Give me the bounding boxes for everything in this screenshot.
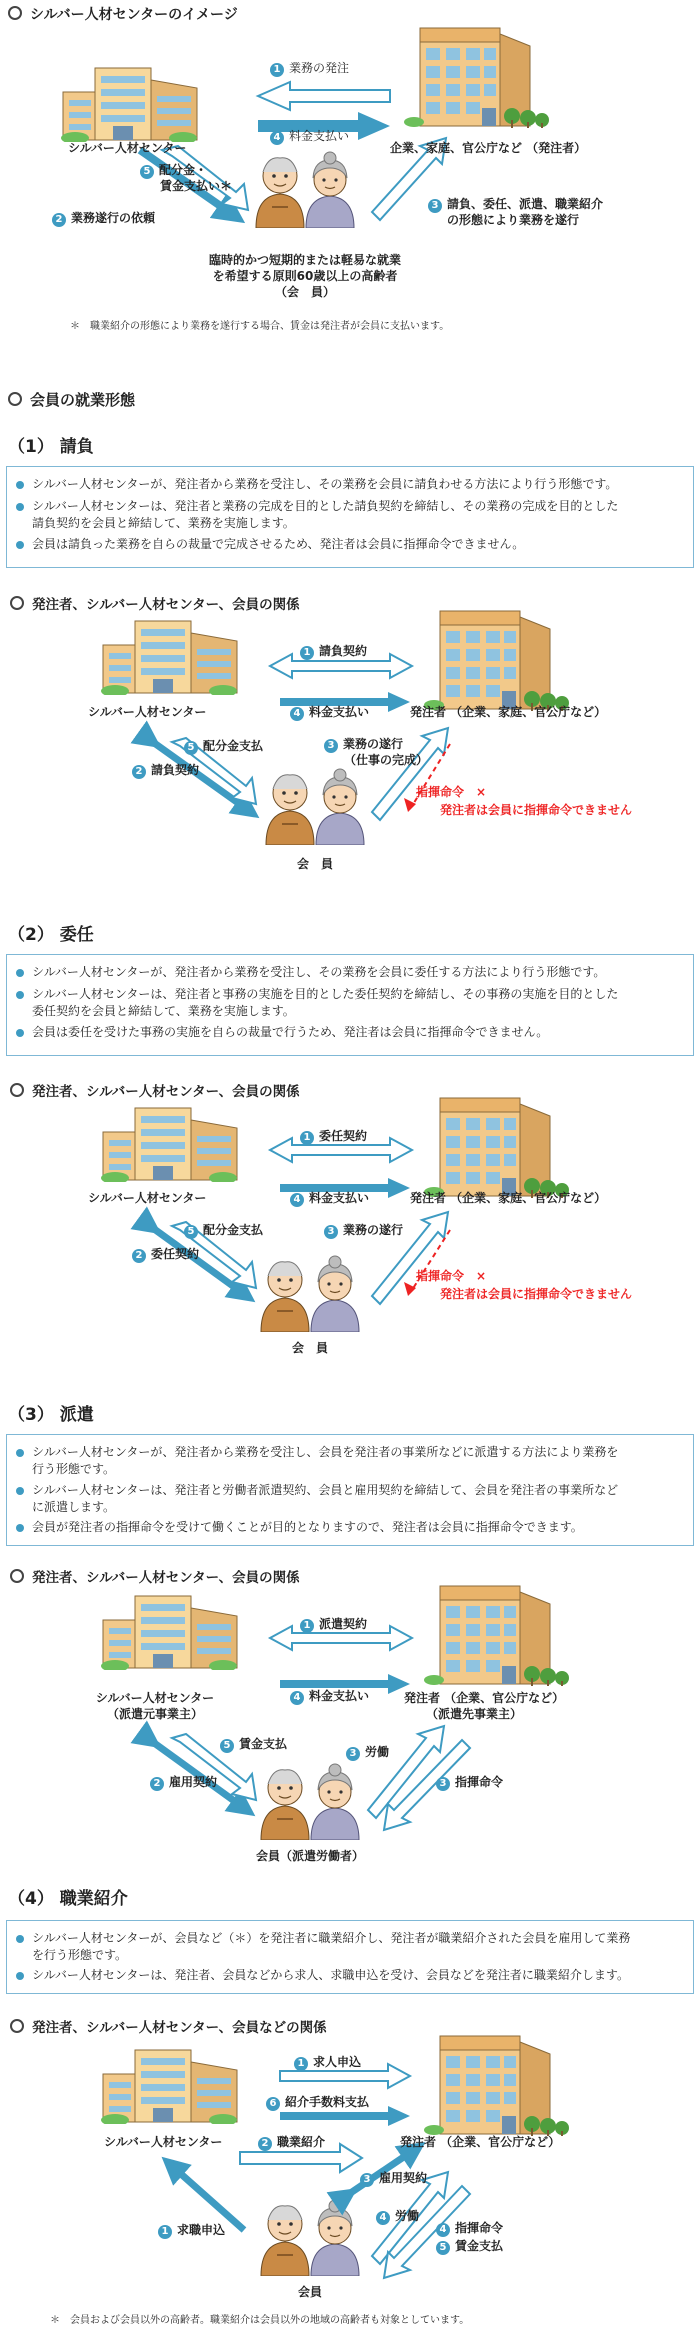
desc-inin-1: シルバー人材センターが、発注者から業務を受注し、その業務を会員に委任する方法により行う形態です。 bbox=[32, 965, 606, 979]
arrow-label-job-application: 1 求職申込 bbox=[158, 2222, 225, 2239]
section-heading-inin: （2） 委任 bbox=[8, 925, 94, 945]
center-label-sub: （派遣元事業主） bbox=[106, 1707, 203, 1721]
arrow-label-wage: 賃金支払い＊ bbox=[160, 179, 233, 193]
arrow-label-employment: 3 雇用契約 bbox=[360, 2170, 427, 2187]
footnote-shokai: ＊ 会員および会員以外の高齢者。職業紹介は会員以外の地域の高齢者も対象としています。 bbox=[50, 2315, 470, 2326]
section-heading-ukeoi: （1） 請負 bbox=[8, 437, 94, 457]
relation-title-haken: 発注者、シルバー人材センター、会員の関係 bbox=[10, 1566, 300, 1586]
arrow-label-labor: 3 労働 bbox=[346, 1744, 389, 1761]
arrow-label-referral: 2 職業紹介 bbox=[258, 2134, 325, 2151]
arrow-label-payment: 4 料金支払い bbox=[290, 1688, 369, 1705]
section-heading-shokai: （4） 職業紹介 bbox=[8, 1889, 128, 1909]
center-label: シルバー人材センター bbox=[88, 1191, 207, 1205]
member-label: 会 員 bbox=[296, 857, 333, 871]
desc-inin-3: 会員は委任を受けた事務の実施を自らの裁量で行うため、発注者は会員に指揮命令できません。 bbox=[32, 1025, 549, 1039]
center-label: シルバー人材センター bbox=[104, 2135, 223, 2149]
arrow-label-contract-1: 1 委任契約 bbox=[300, 1128, 367, 1145]
arrow-label-wage: 5 賃金支払 bbox=[436, 2238, 503, 2255]
center-label: シルバー人材センター bbox=[88, 705, 207, 719]
arrow-label-payment: 4 料金支払い bbox=[270, 128, 349, 145]
cross-icon: × bbox=[476, 1269, 487, 1283]
member-label: 会 員 bbox=[291, 1341, 328, 1355]
arrow-label-contract-2: 2 委任契約 bbox=[132, 1246, 199, 1263]
arrow-label-payment: 4 料金支払い bbox=[290, 1190, 369, 1207]
member-desc-1: 臨時的かつ短期的または軽易な就業 bbox=[208, 253, 401, 267]
desc-shokai-1b: を行う形態です。 bbox=[32, 1948, 128, 1962]
member-desc-3: （会 員） bbox=[274, 285, 335, 299]
desc-inin-2a: シルバー人材センターは、発注者と事務の実施を目的とした委任契約を締結し、その事務の実施を目的とした bbox=[32, 987, 619, 1001]
client-label-sub: （派遣先事業主） bbox=[426, 1707, 523, 1721]
footnote-image: ＊ 職業紹介の形態により業務を遂行する場合、賃金は発注者が会員に支払います。 bbox=[70, 321, 450, 332]
desc-haken-1b: 行う形態です。 bbox=[32, 1462, 116, 1476]
desc-haken-3: 会員が発注者の指揮命令を受けて働くことが目的となりますので、発注者は会員に指揮命令できます。 bbox=[32, 1520, 583, 1534]
desc-haken-1a: シルバー人材センターが、発注者から業務を受注し、会員を発注者の事業所などに派遣する方法により業務を bbox=[32, 1445, 619, 1459]
arrow-label-payment: 4 料金支払い bbox=[290, 704, 369, 721]
command-note: 発注者は会員に指揮命令できません bbox=[440, 1287, 633, 1301]
command-label: 指揮命令 × bbox=[416, 1269, 487, 1283]
arrow-label-command: 3 指揮命令 bbox=[436, 1774, 503, 1791]
arrow-label-wage: 5 賃金支払 bbox=[220, 1736, 287, 1753]
main-title: 会員の就業形態 bbox=[8, 390, 135, 410]
arrow-label-perform-1: 3 業務の遂行 bbox=[324, 736, 403, 753]
arrow-label-perform: 3 業務の遂行 bbox=[324, 1222, 403, 1239]
arrow-label-job-offer: 1 求人申込 bbox=[294, 2054, 361, 2071]
arrow-label-perform-1: 3 請負、委任、派遣、職業紹介 bbox=[428, 196, 603, 213]
command-note: 発注者は会員に指揮命令できません bbox=[440, 803, 633, 817]
desc-ukeoi-2a: シルバー人材センターは、発注者と業務の完成を目的とした請負契約を締結し、その業務の完成を目的とした bbox=[32, 499, 619, 513]
cross-icon: × bbox=[476, 785, 487, 799]
desc-haken-2b: に派遣します。 bbox=[32, 1500, 116, 1514]
member-label: 会員 bbox=[297, 2285, 322, 2299]
arrow-label-labor: 4 労働 bbox=[376, 2208, 419, 2225]
arrow-label-perform-2: （仕事の完成） bbox=[344, 753, 429, 767]
center-label: シルバー人材センター bbox=[95, 1691, 215, 1705]
member-label: 会員（派遣労働者） bbox=[255, 1849, 364, 1863]
section-title-image: シルバー人材センターのイメージ bbox=[8, 6, 238, 23]
command-label: 指揮命令 × bbox=[416, 785, 487, 799]
arrow-label-fee: 6 紹介手数料支払 bbox=[266, 2094, 369, 2111]
desc-haken-2a: シルバー人材センターは、発注者と労働者派遣契約、会員と雇用契約を締結して、会員を発注者の事業所など bbox=[32, 1483, 619, 1497]
section-heading-haken: （3） 派遣 bbox=[8, 1405, 94, 1425]
desc-ukeoi-2b: 請負契約を会員と締結して、業務を実施します。 bbox=[32, 516, 295, 530]
client-label: 発注者 （企業、家庭、官公庁など） bbox=[410, 1191, 607, 1205]
desc-shokai-2: シルバー人材センターは、発注者、会員などから求人、求職申込を受け、会員などを発注者に職業紹介します。 bbox=[32, 1968, 629, 1982]
desc-ukeoi-1: シルバー人材センターが、発注者から業務を受注し、その業務を会員に請負わせる方法により行う形態です。 bbox=[32, 477, 618, 491]
arrow-label-order: 1 業務の発注 bbox=[270, 60, 349, 77]
arrow-label-contract-2: 2 請負契約 bbox=[132, 762, 199, 779]
client-label: 企業、家庭、官公庁など （発注者） bbox=[390, 141, 587, 155]
arrow-label-contract-1: 1 請負契約 bbox=[300, 643, 367, 660]
arrow-label-request: 2 業務遂行の依頼 bbox=[52, 210, 155, 227]
center-label: シルバー人材センター bbox=[68, 141, 187, 155]
arrow-label-distribution: 5 配分金支払 bbox=[184, 738, 263, 755]
arrow-label-perform-2: の形態により業務を遂行 bbox=[447, 213, 580, 227]
relation-title-inin: 発注者、シルバー人材センター、会員の関係 bbox=[10, 1080, 300, 1100]
arrow-label-command: 4 指揮命令 bbox=[436, 2220, 503, 2237]
desc-ukeoi-3: 会員は請負った業務を自らの裁量で完成させるため、発注者は会員に指揮命令できません。 bbox=[32, 537, 525, 551]
client-label: 発注者 （企業、官公庁など） bbox=[404, 1691, 565, 1705]
relation-title-shokai: 発注者、シルバー人材センター、会員などの関係 bbox=[10, 2016, 327, 2036]
relation-title-ukeoi: 発注者、シルバー人材センター、会員の関係 bbox=[10, 593, 300, 613]
client-label: 発注者 （企業、家庭、官公庁など） bbox=[410, 705, 607, 719]
member-desc-2: を希望する原則60歳以上の高齢者 bbox=[212, 269, 398, 283]
client-label: 発注者 （企業、官公庁など） bbox=[400, 2135, 561, 2149]
arrow-label-distribution: 5 配分金・ bbox=[140, 162, 207, 179]
arrow-label-employment: 2 雇用契約 bbox=[150, 1774, 217, 1791]
arrow-label-distribution: 5 配分金支払 bbox=[184, 1222, 263, 1239]
arrow-label-contract-1: 1 派遣契約 bbox=[300, 1616, 367, 1633]
desc-inin-2b: 委任契約を会員と締結して、業務を実施します。 bbox=[32, 1004, 295, 1018]
desc-shokai-1a: シルバー人材センターが、会員など（＊）を発注者に職業紹介し、発注者が職業紹介された会員を雇用して業務 bbox=[32, 1931, 631, 1945]
